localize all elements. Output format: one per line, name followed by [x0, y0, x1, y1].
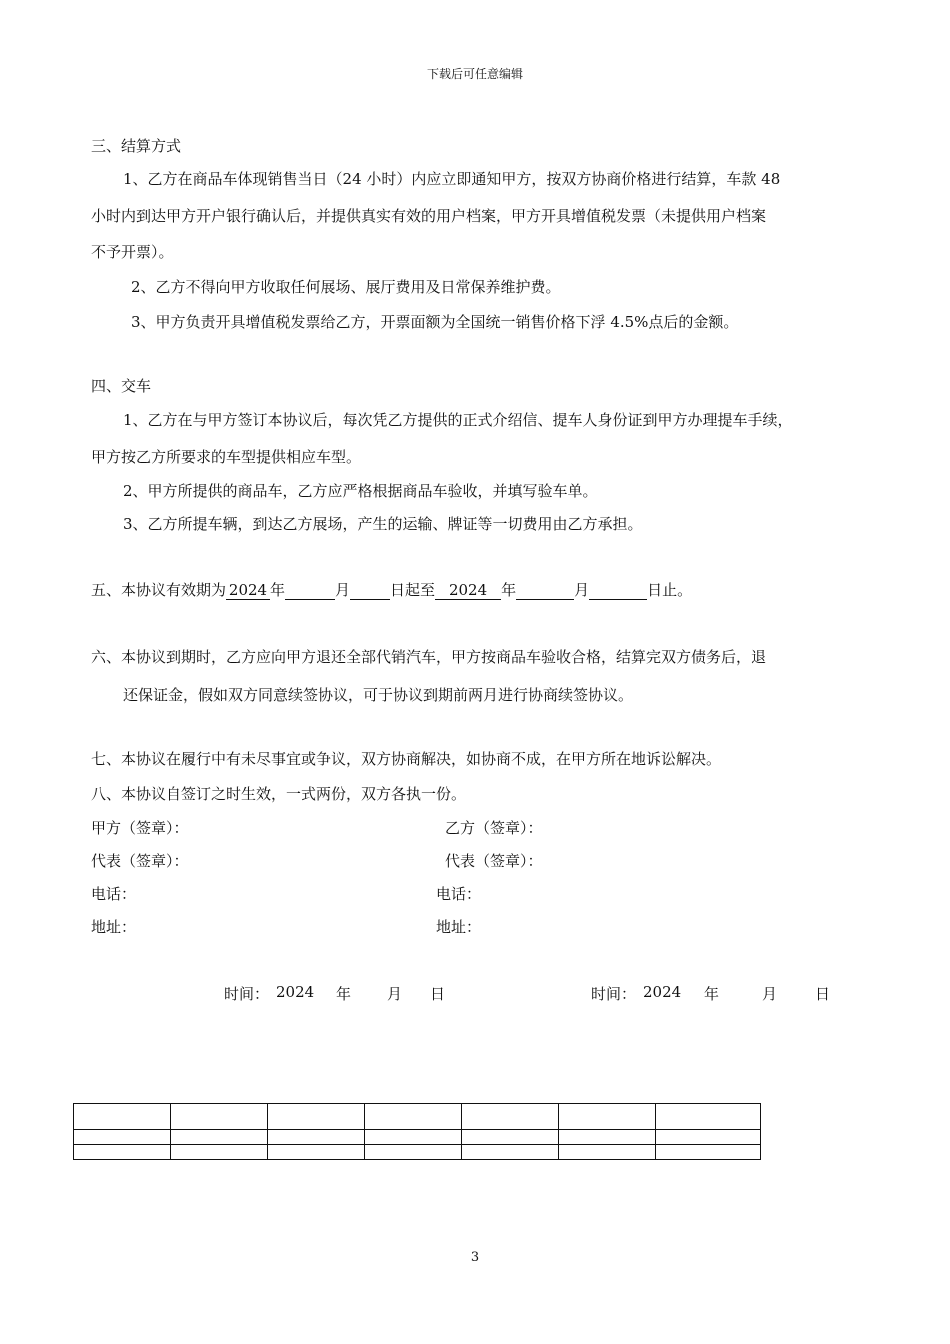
party-a-date-day-unit: 日	[430, 985, 446, 1003]
table-row	[74, 1130, 761, 1145]
page-number: 3	[470, 1250, 480, 1265]
party-a-seal: 甲方（签章）：	[91, 819, 189, 837]
party-a-date-month-unit: 月	[387, 985, 403, 1003]
party-b-date-day-unit: 日	[815, 985, 831, 1003]
party-b-date-label: 时间：	[591, 985, 637, 1003]
party-b-date-year: 2024	[643, 983, 682, 1001]
table-row	[74, 1145, 761, 1160]
end-year: 2024	[435, 581, 501, 600]
party-a-date-year: 2024	[276, 983, 315, 1001]
end-year-unit: 年	[501, 581, 517, 599]
party-a-phone: 电话：	[91, 885, 137, 903]
party-a-date-year-unit: 年	[336, 985, 352, 1003]
section-3-title: 三、结算方式	[91, 137, 182, 155]
section-8: 八、本协议自签订之时生效，一式两份，双方各执一份。	[91, 785, 467, 803]
section-4-title: 四、交车	[91, 377, 152, 395]
party-b-date-year-unit: 年	[704, 985, 720, 1003]
party-a-representative: 代表（签章）：	[91, 852, 189, 870]
start-year-unit: 年	[270, 581, 286, 599]
start-day-unit: 日起至	[390, 581, 436, 599]
section-3-para-2: 2、乙方不得向甲方收取任何展场、展厅费用及日常保养维护费。	[131, 278, 561, 296]
party-b-seal: 乙方（签章）：	[445, 819, 543, 837]
party-b-representative: 代表（签章）：	[445, 852, 543, 870]
section-7: 七、本协议在履行中有未尽事宜或争议，双方协商解决，如协商不成，在甲方所在地诉讼解决。	[91, 750, 722, 768]
section-4-para-3: 3、乙方所提车辆，到达乙方展场，产生的运输、牌证等一切费用由乙方承担。	[123, 515, 643, 533]
end-month-unit: 月	[574, 581, 590, 599]
start-year: 2024	[226, 581, 270, 600]
section-4-para-1-line-2: 甲方按乙方所要求的车型提供相应车型。	[91, 448, 362, 466]
section-4-para-1-line-1: 1、乙方在与甲方签订本协议后，每次凭乙方提供的正式介绍信、提车人身份证到甲方办理提车手续，	[123, 411, 793, 429]
party-a-address: 地址：	[91, 918, 137, 936]
start-month-blank	[285, 581, 335, 600]
section-4-para-2: 2、甲方所提供的商品车，乙方应严格根据商品车验收，并填写验车单。	[123, 482, 598, 500]
end-day-blank	[589, 581, 647, 600]
end-month-blank	[516, 581, 574, 600]
empty-grid-table	[73, 1103, 761, 1160]
validity-prefix: 五、本协议有效期为	[91, 581, 227, 599]
page-header: 下载后可任意编辑	[426, 67, 523, 81]
start-day-blank	[350, 581, 390, 600]
start-month-unit: 月	[335, 581, 351, 599]
section-3-para-3: 3、甲方负责开具增值税发票给乙方，开票面额为全国统一销售价格下浮 4.5%点后的金额。	[131, 313, 739, 331]
section-3-para-1-line-3: 不予开票）。	[91, 243, 174, 261]
party-a-date-label: 时间：	[224, 985, 270, 1003]
section-3-para-1-line-1: 1、乙方在商品车体现销售当日（24 小时）内应立即通知甲方，按双方协商价格进行结算，车款 48	[123, 170, 781, 188]
party-b-phone: 电话：	[436, 885, 482, 903]
section-3-para-1-line-2: 小时内到达甲方开户银行确认后，并提供真实有效的用户档案，甲方开具增值税发票（未提供用户档案	[91, 207, 767, 225]
party-b-date-month-unit: 月	[762, 985, 778, 1003]
section-6-line-2: 还保证金，假如双方同意续签协议，可于协议到期前两月进行协商续签协议。	[123, 686, 634, 704]
end-day-unit: 日止。	[647, 581, 693, 599]
table-row	[74, 1104, 761, 1130]
section-6-line-1: 六、本协议到期时，乙方应向甲方退还全部代销汽车，甲方按商品车验收合格，结算完双方债务后，退	[91, 648, 767, 666]
party-b-address: 地址：	[436, 918, 482, 936]
section-5-validity	[91, 579, 692, 600]
